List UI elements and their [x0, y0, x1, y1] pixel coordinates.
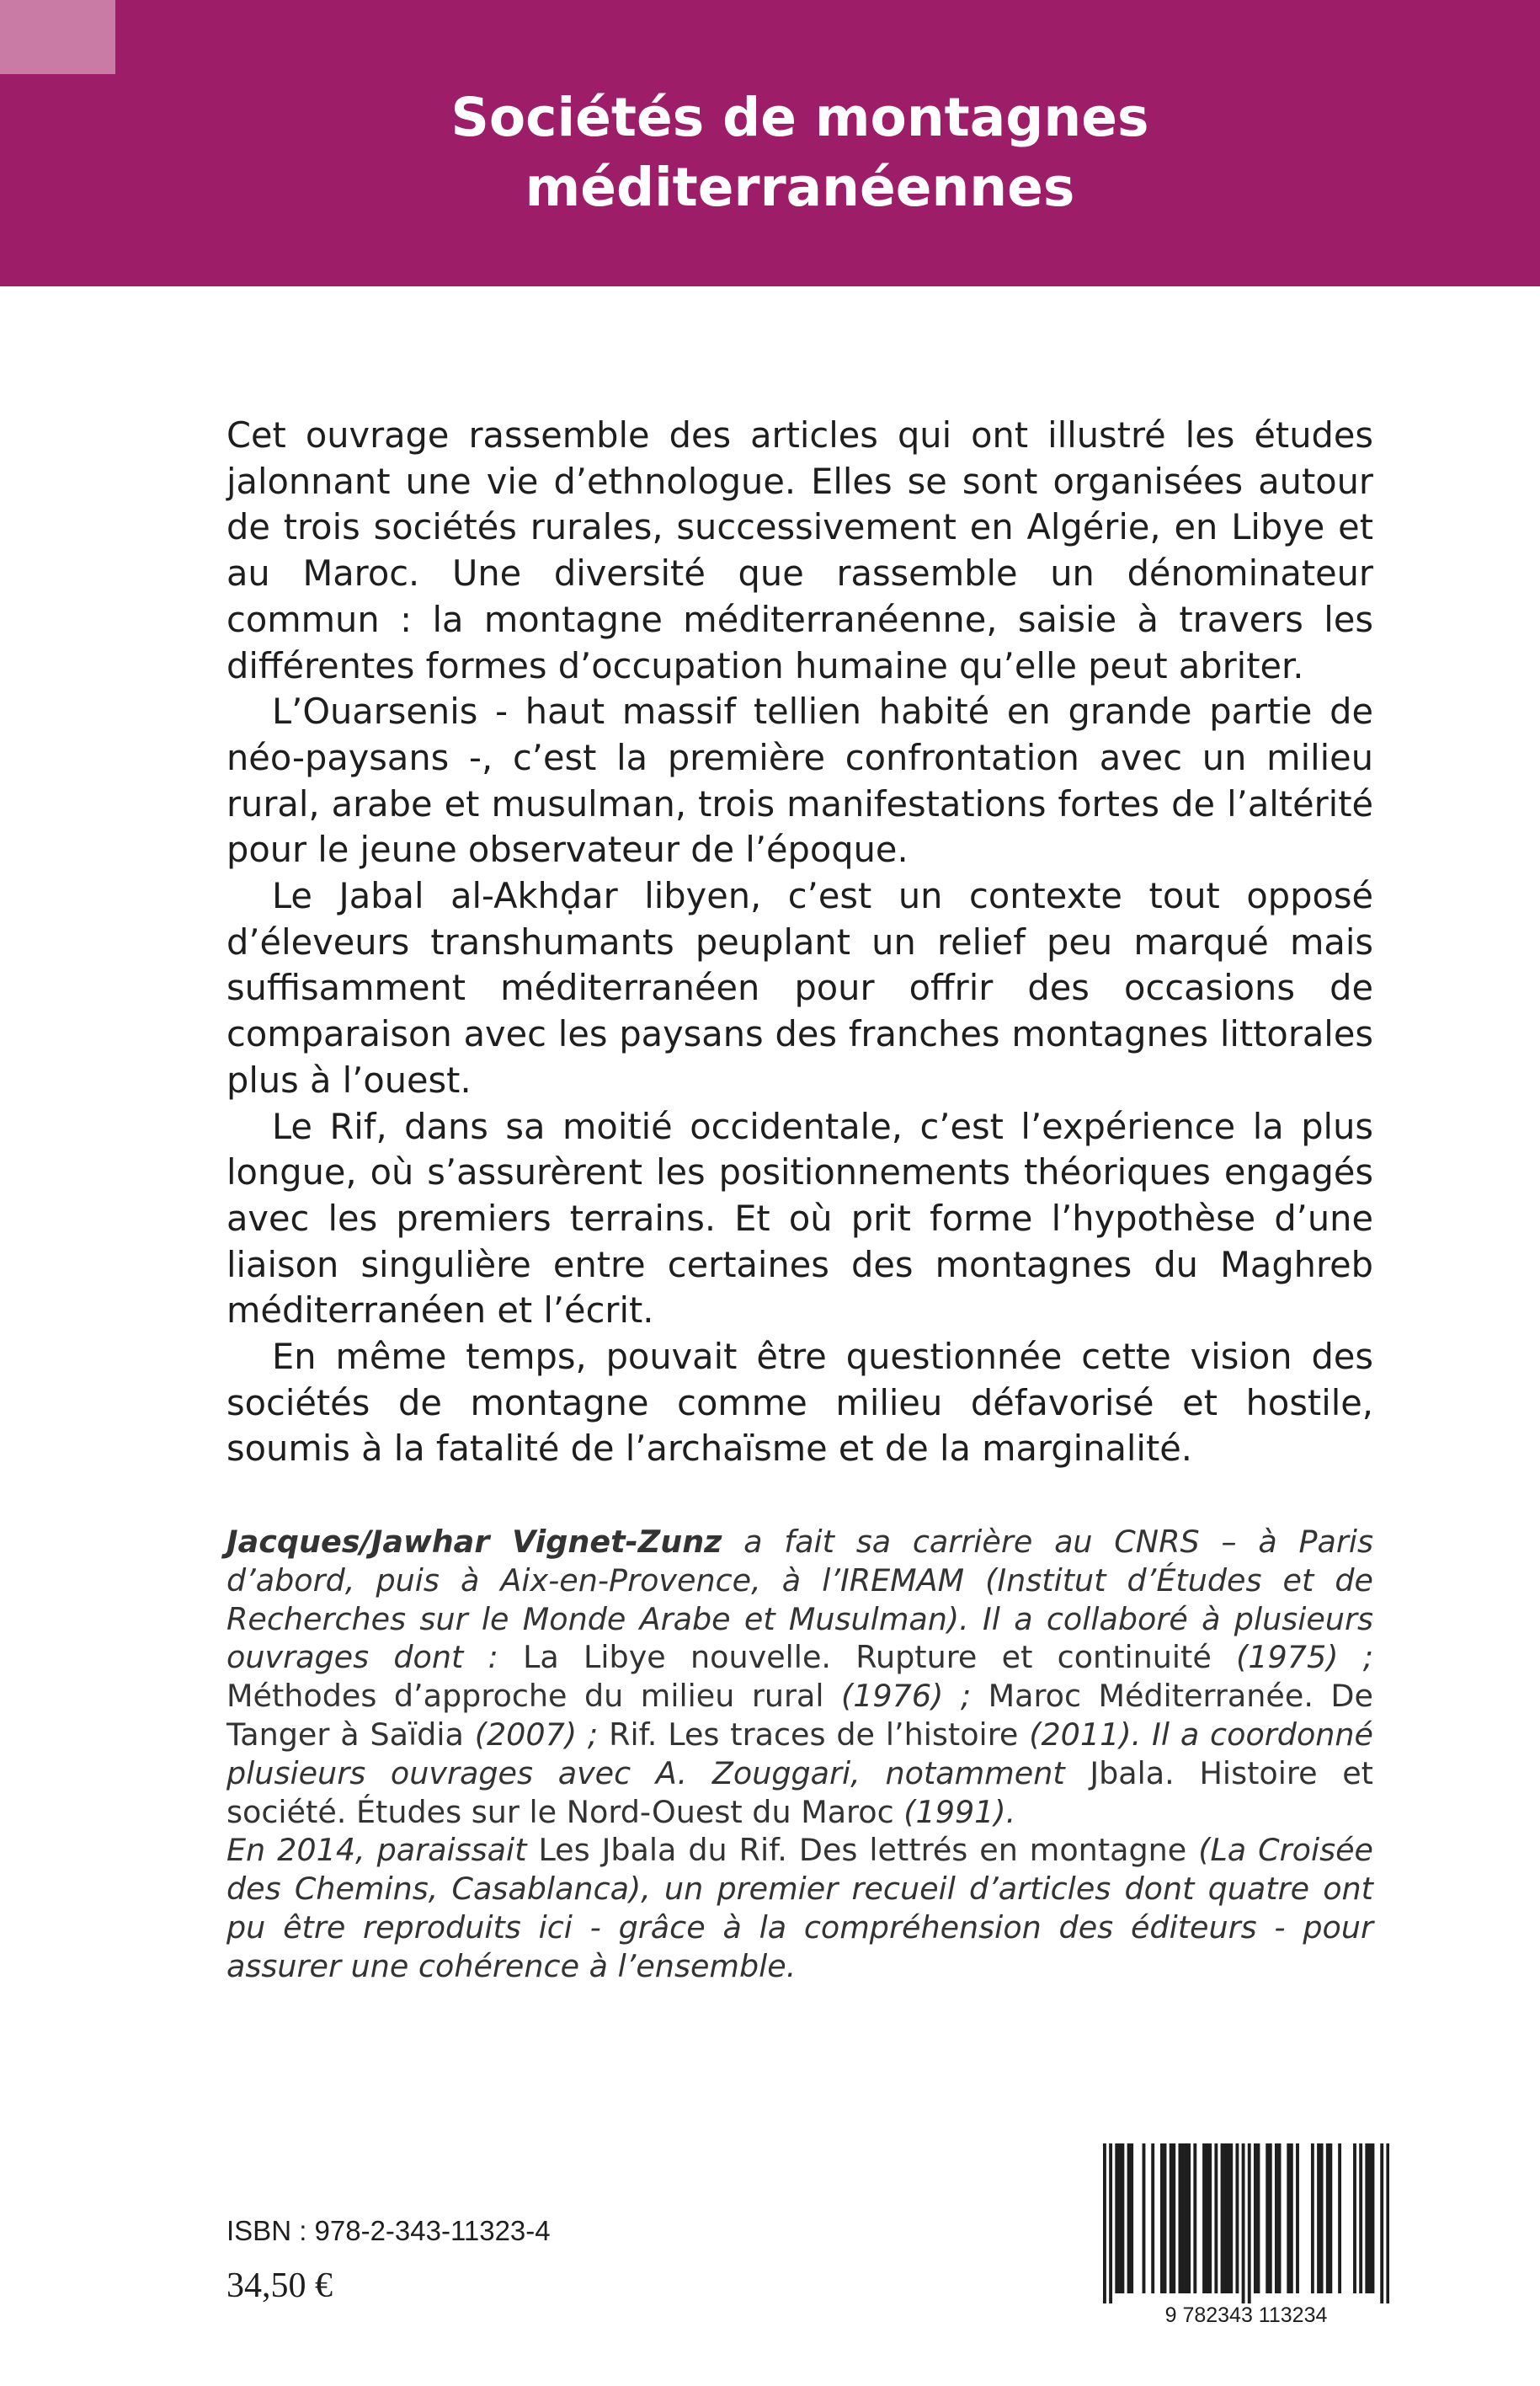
barcode-bar [1290, 2143, 1293, 2293]
barcode-bar [1372, 2143, 1375, 2293]
barcode-bar [1121, 2143, 1124, 2293]
barcode-bar [1275, 2143, 1278, 2293]
barcode-bar [1227, 2143, 1230, 2293]
barcode-bar [1311, 2143, 1314, 2293]
barcode-bar [1206, 2143, 1209, 2293]
work-title: La Libye nouvelle. Rupture et continuité [523, 1639, 1212, 1676]
work-title: Maroc Méditerranée. De Tanger à Saïdia [226, 1678, 1373, 1753]
barcode-bar [1368, 2143, 1372, 2293]
work-title: Méthodes d’approche du milieu rural [226, 1678, 824, 1715]
work-title: Les Jbala du Rif. Des lettrés en montagne [538, 1832, 1187, 1869]
barcode-bar [1170, 2143, 1173, 2293]
summary-paragraph: En même temps, pouvait être questionnée cette vision des sociétés de montagne comme milieu défavorisé et hostile, soumis à la fatalité de l’archaïsme et de la marginalité. [226, 1336, 1373, 1470]
barcode-bar [1287, 2143, 1290, 2293]
summary-paragraph: Le Rif, dans sa moitié occidentale, c’est l’expérience la plus longue, où s’assurèrent les positionnements théoriques engagés avec les premiers terrains. Et où prit forme l’hypothèse d’une liaison singulière entre certaines des montagnes du Maghreb méditerranéen et l’écrit. [226, 1105, 1373, 1332]
author-bio [226, 1523, 1373, 1986]
barcode-bar [1235, 2143, 1239, 2293]
corner-square [0, 0, 115, 74]
barcode-bar [1172, 2143, 1175, 2293]
barcode-bar [1242, 2143, 1245, 2303]
barcode-bar [1296, 2143, 1299, 2293]
barcode-bar [1248, 2143, 1251, 2303]
summary-paragraph: Cet ouvrage rassemble des articles qui ont illustré les études jalonnant une vie d’ethnologue. Elles se sont organisées autour de trois sociétés rurales, successivement en Algérie, en Libye et au Maroc. Une diversité que rassemble un dénominateur commun : la montagne méditerranéenne, saisie à travers les différentes formes d’occupation humaine qu’elle peut abriter. [226, 414, 1373, 686]
barcode-bar [1229, 2143, 1233, 2293]
barcode-bar [1130, 2143, 1133, 2293]
barcode-bar [1103, 2143, 1106, 2303]
barcode-bar [1278, 2143, 1282, 2293]
work-title: Jbala. Histoire et société. Études sur le Nord-Ouest du Maroc [226, 1754, 1373, 1830]
barcode-bar [1380, 2143, 1383, 2303]
summary-paragraph: L’Ouarsenis - haut massif tellien habité en grande partie de néo-paysans -, c’est la première confrontation avec un milieu rural, arabe et musulman, trois manifestations fortes de l’altérité pour le jeune observateur de l’époque. [226, 691, 1373, 871]
work-title: Rif. Les traces de l’histoire [609, 1716, 1019, 1753]
barcode [1103, 2143, 1389, 2333]
barcode-bar [1353, 2143, 1356, 2293]
barcode-bar [1185, 2143, 1188, 2293]
author-name: Jacques/Jawhar Vignet-Zunz [226, 1524, 722, 1560]
barcode-bar [1317, 2143, 1320, 2293]
barcode-bar [1208, 2143, 1212, 2293]
barcode-bar [1178, 2143, 1181, 2293]
barcode-bar [1221, 2143, 1224, 2293]
barcode-bar [1266, 2143, 1269, 2293]
barcode-bar [1257, 2143, 1260, 2293]
barcode-bar [1164, 2143, 1167, 2293]
barcode-bar [1193, 2143, 1196, 2293]
barcode-bar [1202, 2143, 1206, 2293]
barcode-bar [1181, 2143, 1185, 2293]
barcode-bar [1187, 2143, 1191, 2293]
book-title [0, 83, 1540, 222]
title-line-2: méditerranéennes [525, 157, 1075, 218]
barcode-bar [1214, 2143, 1218, 2293]
barcode-bar [1269, 2143, 1272, 2293]
barcode-bar [1386, 2143, 1389, 2303]
barcode-bar [1160, 2143, 1164, 2293]
barcode-bar [1320, 2143, 1324, 2293]
barcode-bar [1365, 2143, 1368, 2293]
price: 34,50 € [226, 2266, 333, 2305]
barcode-bar [1359, 2143, 1362, 2293]
barcode-bar [1151, 2143, 1154, 2293]
barcode-bar [1127, 2143, 1131, 2293]
barcode-bar [1143, 2143, 1146, 2293]
barcode-bar [1115, 2143, 1118, 2293]
barcode-bar [1338, 2143, 1341, 2293]
back-cover-summary [226, 413, 1373, 1472]
barcode-bar [1326, 2143, 1330, 2293]
barcode-bar [1109, 2143, 1112, 2303]
isbn: ISBN : 978-2-343-11323-4 [226, 2215, 551, 2246]
barcode-bars [1103, 2143, 1389, 2303]
barcode-bar [1254, 2143, 1257, 2293]
barcode-bar [1118, 2143, 1122, 2293]
barcode-bar [1329, 2143, 1332, 2293]
barcode-digits: 9 782343 113234 [1164, 2303, 1328, 2327]
barcode-bar [1223, 2143, 1227, 2293]
title-line-1: Sociétés de montagnes [450, 87, 1149, 148]
author-bio-paragraph: Jacques/Jawhar Vignet-Zunz a fait sa carrière au CNRS – à Paris d’abord, puis à Aix-en-Provence, à l’IREMAM (Institut d’Études et de Recherches sur le Monde Arabe et Musulman). Il a collaboré à plusieurs ouvrages dont : La Libye nouvelle. Rupture et continuité (1975) ; Méthodes d’approche du milieu rural (1976) ; Maroc Méditerranée. De Tanger à Saïdia (2007) ; Rif. Les traces de l’histoire (2011). Il a coordonné plusieurs ouvrages avec A. Zouggari, notamment Jbala. Histoire et société. Études sur le Nord-Ouest du Maroc (1991). [226, 1524, 1374, 1830]
summary-paragraph: Le Jabal al-Akhḍar libyen, c’est un contexte tout opposé d’éleveurs transhumants peuplant un relief peu marqué mais suffisamment méditerranéen pour offrir des occasions de comparaison avec les paysans des franches montagnes littorales plus à l’ouest. [226, 875, 1373, 1101]
author-bio-paragraph: En 2014, paraissait Les Jbala du Rif. Des lettrés en montagne (La Croisée des Chemins, Casablanca), un premier recueil d’articles dont quatre ont pu être reproduits ici - grâce à la compréhension des éditeurs - pour assurer une cohérence à l’ensemble. [226, 1832, 1374, 1984]
